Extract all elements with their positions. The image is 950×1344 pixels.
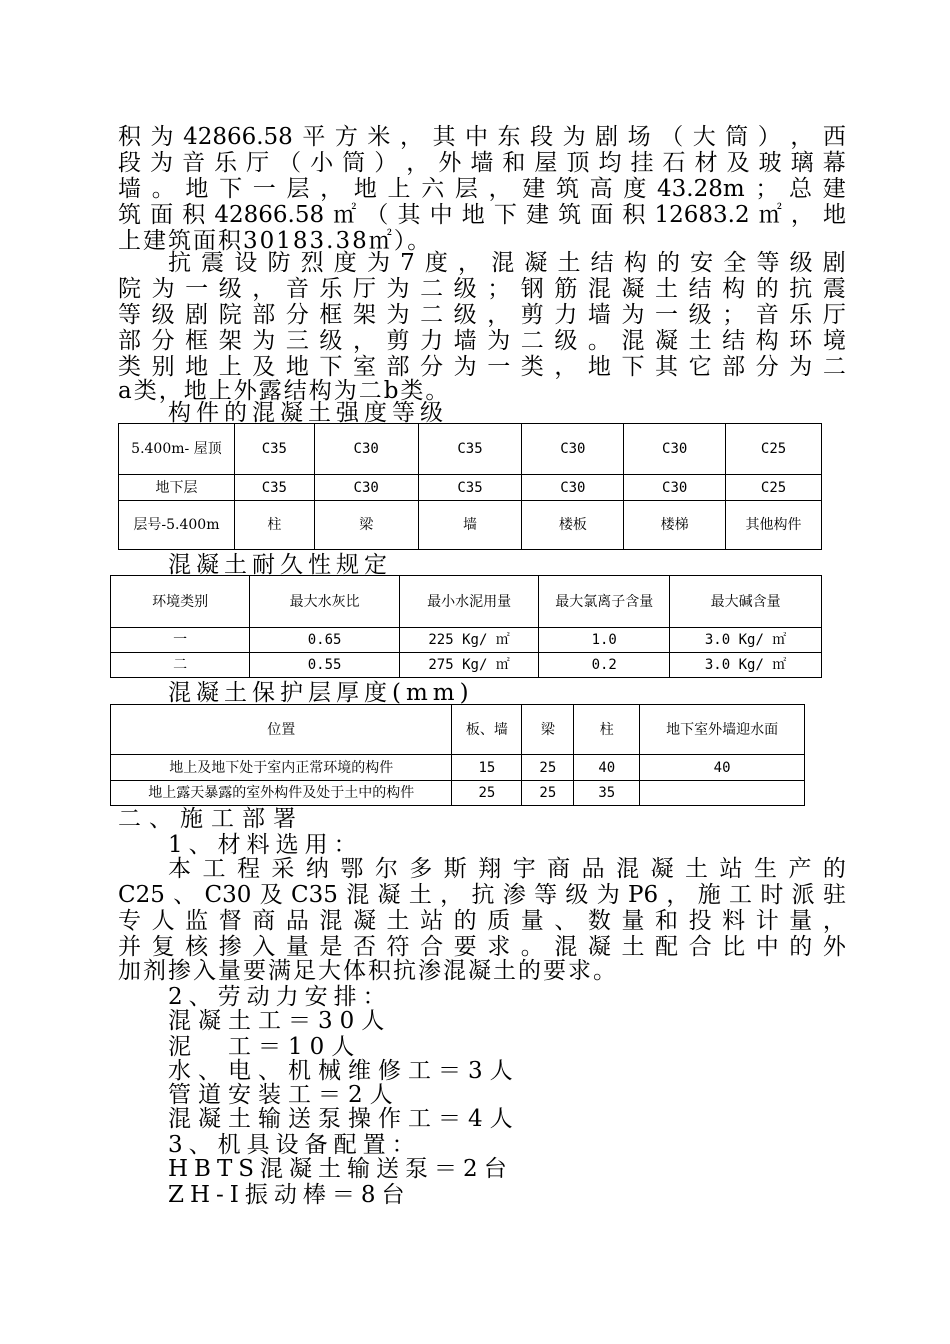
list-item: 混凝土输送泵操作工＝4人 (168, 1106, 520, 1132)
table-row (111, 755, 805, 781)
labor-heading: 2、劳动力安排： (168, 984, 392, 1010)
list-item: HBTS混凝土输送泵＝2台 (168, 1156, 513, 1182)
list-item: ZH-I振动棒＝8台 (168, 1182, 411, 1208)
table-cell (640, 781, 805, 806)
table-cell: 楼梯 (624, 501, 726, 550)
table-cell: 地下层 (119, 475, 235, 501)
list-item: 管道安装工＝2人 (168, 1082, 400, 1108)
intro-line: 段 为 音 乐 厅 （ 小 筒 ） ， 外 墙 和 屋 顶 均 挂 石 材 及 玻 璃 幕 (118, 150, 846, 176)
table-cell: C35 (234, 424, 314, 475)
list-item: 混凝土工＝30人 (168, 1008, 392, 1034)
table-cell: 其他构件 (726, 501, 822, 550)
table-cell: C30 (314, 424, 418, 475)
table-cell: C30 (522, 475, 624, 501)
seismic-line: 部 分 框 架 为 三 级 ， 剪 力 墙 为 二 级 。 混 凝 土 结 构 环 境 (118, 328, 846, 354)
table-cell: 墙 (418, 501, 522, 550)
table-row (119, 501, 822, 550)
cover-thickness-table (110, 704, 805, 806)
table-header-cell: 最大水灰比 (250, 576, 400, 628)
table-cell: 0.55 (250, 653, 400, 678)
table-header-cell: 位置 (111, 705, 452, 755)
table1-caption: 构件的混凝土强度等级 (168, 400, 448, 426)
intro-line: 上建筑面积30183.38㎡）。 (118, 228, 433, 254)
table-cell: 275 Kg/ ㎡ (399, 653, 538, 678)
table-cell: C30 (314, 475, 418, 501)
table-cell: C25 (726, 424, 822, 475)
table-cell: 40 (640, 755, 805, 781)
table-row (119, 475, 822, 501)
table-cell: 225 Kg/ ㎡ (399, 628, 538, 653)
table-cell: C35 (418, 424, 522, 475)
table-header-cell: 最大碱含量 (670, 576, 822, 628)
table-cell: 35 (574, 781, 640, 806)
list-item: 水、电、机械维修工＝3人 (168, 1058, 520, 1084)
table-header-cell: 最大氯离子含量 (539, 576, 670, 628)
table-cell: 25 (522, 755, 574, 781)
table-cell: 二 (111, 653, 250, 678)
materials-line: 加剂掺入量要满足大体积抗渗混凝土的要求。 (118, 958, 618, 984)
seismic-line: a类，地上外露结构为二b类。 (118, 378, 451, 404)
table-cell: C30 (624, 475, 726, 501)
table-cell: 3.0 Kg/ ㎡ (670, 653, 822, 678)
table-cell: 3.0 Kg/ ㎡ (670, 628, 822, 653)
table-cell: 25 (452, 781, 522, 806)
equipment-heading: 3、机具设备配置： (168, 1132, 421, 1158)
table-cell: 地上及地下处于室内正常环境的构件 (111, 755, 452, 781)
table-cell: 层号-5.400m (119, 501, 235, 550)
table2-caption: 混凝土耐久性规定 (168, 552, 392, 578)
table-header-cell: 梁 (522, 705, 574, 755)
table-row (111, 628, 822, 653)
materials-line: 本 工 程 采 纳 鄂 尔 多 斯 翔 宇 商 品 混 凝 土 站 生 产 的 (168, 856, 846, 882)
table-header-cell: 环境类别 (111, 576, 250, 628)
table-cell: C30 (624, 424, 726, 475)
table-cell: C25 (726, 475, 822, 501)
materials-line: 并 复 核 掺 入 量 是 否 符 合 要 求 。 混 凝 土 配 合 比 中 的 外 (118, 934, 846, 960)
table-cell: 0.2 (539, 653, 670, 678)
intro-line: 墙 。 地 下 一 层 ， 地 上 六 层 ， 建 筑 高 度 43.28m ； 总 建 (118, 176, 846, 202)
table-cell: 一 (111, 628, 250, 653)
table-header-cell: 板、墙 (452, 705, 522, 755)
table-row (111, 653, 822, 678)
table-cell: 40 (574, 755, 640, 781)
list-item: 泥 工＝10人 (168, 1034, 362, 1060)
table-header-row (111, 705, 805, 755)
table-cell: 5.400m- 屋顶 (119, 424, 235, 475)
table-cell: 柱 (234, 501, 314, 550)
table3-caption: 混凝土保护层厚度(mm) (168, 680, 474, 706)
materials-line: C25 、 C30 及 C35 混 凝 土 ， 抗 渗 等 级 为 P6 ， 施 工 时 派 驻 (118, 882, 846, 908)
table-header-cell: 柱 (574, 705, 640, 755)
materials-line: 专 人 监 督 商 品 混 凝 土 站 的 质 量 、 数 量 和 投 料 计 量 ， (118, 908, 846, 934)
table-cell: 1.0 (539, 628, 670, 653)
intro-line: 筑 面 积 42866.58 ㎡ （ 其 中 地 下 建 筑 面 积 12683.2 ㎡ ， 地 (118, 202, 846, 228)
table-cell: 0.65 (250, 628, 400, 653)
table-header-cell: 最小水泥用量 (399, 576, 538, 628)
section-heading: 二、施工部署 (118, 806, 304, 832)
table-cell: C35 (234, 475, 314, 501)
table-header-row (111, 576, 822, 628)
durability-table (110, 575, 822, 678)
table-header-cell: 地下室外墙迎水面 (640, 705, 805, 755)
table-cell: 楼板 (522, 501, 624, 550)
table-cell: 地上露天暴露的室外构件及处于土中的构件 (111, 781, 452, 806)
seismic-line: 院 为 一 级 ， 音 乐 厅 为 二 级 ； 钢 筋 混 凝 土 结 构 的 抗 震 (118, 276, 846, 302)
materials-heading: 1、材料选用： (168, 832, 363, 858)
table-cell: C30 (522, 424, 624, 475)
strength-grade-table (118, 423, 822, 550)
seismic-line: 等 级 剧 院 部 分 框 架 为 二 级 ， 剪 力 墙 为 一 级 ； 音 乐 厅 (118, 302, 846, 328)
table-cell: 15 (452, 755, 522, 781)
table-cell: 梁 (314, 501, 418, 550)
intro-line: 积 为 42866.58 平 方 米 ， 其 中 东 段 为 剧 场 （ 大 筒 ） ， 西 (118, 124, 846, 150)
table-cell: C35 (418, 475, 522, 501)
table-row (119, 424, 822, 475)
seismic-line: 抗 震 设 防 烈 度 为 7 度 ， 混 凝 土 结 构 的 安 全 等 级 剧 (168, 250, 846, 276)
table-cell: 25 (522, 781, 574, 806)
seismic-line: 类 别 地 上 及 地 下 室 部 分 为 一 类 ， 地 下 其 它 部 分 为 二 (118, 354, 846, 380)
table-row (111, 781, 805, 806)
